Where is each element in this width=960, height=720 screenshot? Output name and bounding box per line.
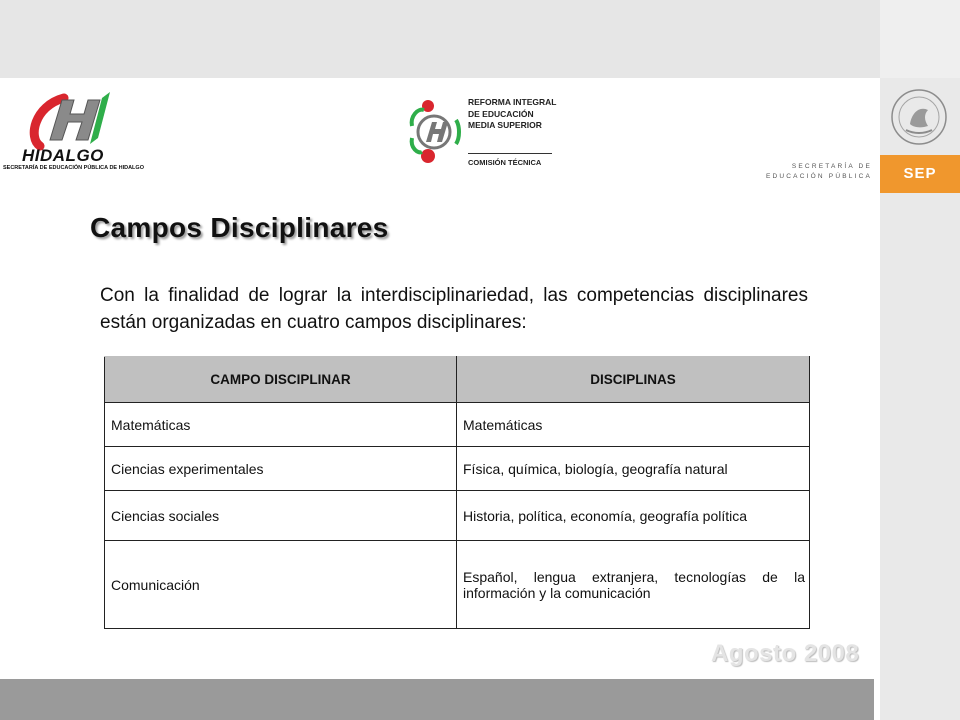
table-header-row — [105, 357, 810, 403]
table-cell-disciplinas: Español, lengua extranjera, tecnologías de la información y la comunicación — [457, 541, 810, 629]
footer-date: Agosto 2008 — [711, 640, 860, 667]
table-cell-disciplinas: Física, química, biología, geografía natural — [457, 447, 810, 491]
sep-name — [760, 162, 872, 182]
table-cell-campo: Comunicación — [105, 541, 457, 629]
table-row — [105, 491, 810, 541]
riems-title — [468, 97, 556, 132]
riems-logo-icon — [406, 96, 468, 168]
table-cell-campo: Ciencias experimentales — [105, 447, 457, 491]
sep-line-2: EDUCACIÓN PÚBLICA — [765, 173, 872, 180]
hidalgo-subtitle: SECRETARÍA DE EDUCACIÓN PÚBLICA DE HIDALGO — [3, 165, 144, 171]
campos-table — [104, 356, 810, 629]
page-title: Campos Disciplinares — [90, 212, 389, 243]
table-row — [105, 403, 810, 447]
table-row — [105, 447, 810, 491]
riems-subtitle: COMISIÓN TÉCNICA — [468, 158, 542, 167]
right-column-top — [880, 0, 960, 78]
riems-line-2: DE EDUCACIÓN — [468, 108, 534, 119]
intro-paragraph: Con la finalidad de lograr la interdisciplinariedad, las competencias disciplinares están organizadas en cuatro campos disciplinares: — [100, 285, 808, 333]
sep-badge-label: SEP — [903, 165, 937, 182]
sep-badge — [880, 155, 960, 193]
table-cell-disciplinas: Historia, política, economía, geografía política — [457, 491, 810, 541]
riems-line-3: MEDIA SUPERIOR — [468, 120, 542, 130]
table-row — [105, 541, 810, 629]
bottom-band — [0, 679, 874, 720]
mexico-seal-icon — [890, 88, 948, 146]
table-cell-campo: Ciencias sociales — [105, 491, 457, 541]
riems-divider — [468, 153, 552, 154]
table-cell-campo: Matemáticas — [105, 403, 457, 447]
sep-line-1: SECRETARÍA DE — [791, 163, 872, 170]
hidalgo-name: HIDALGO — [22, 146, 104, 165]
column-header-disciplinas: DISCIPLINAS — [457, 357, 810, 403]
top-band — [0, 0, 880, 78]
table-cell-disciplinas: Matemáticas — [457, 403, 810, 447]
riems-line-1: REFORMA INTEGRAL — [468, 97, 557, 107]
column-header-campo: CAMPO DISCIPLINAR — [105, 357, 457, 403]
